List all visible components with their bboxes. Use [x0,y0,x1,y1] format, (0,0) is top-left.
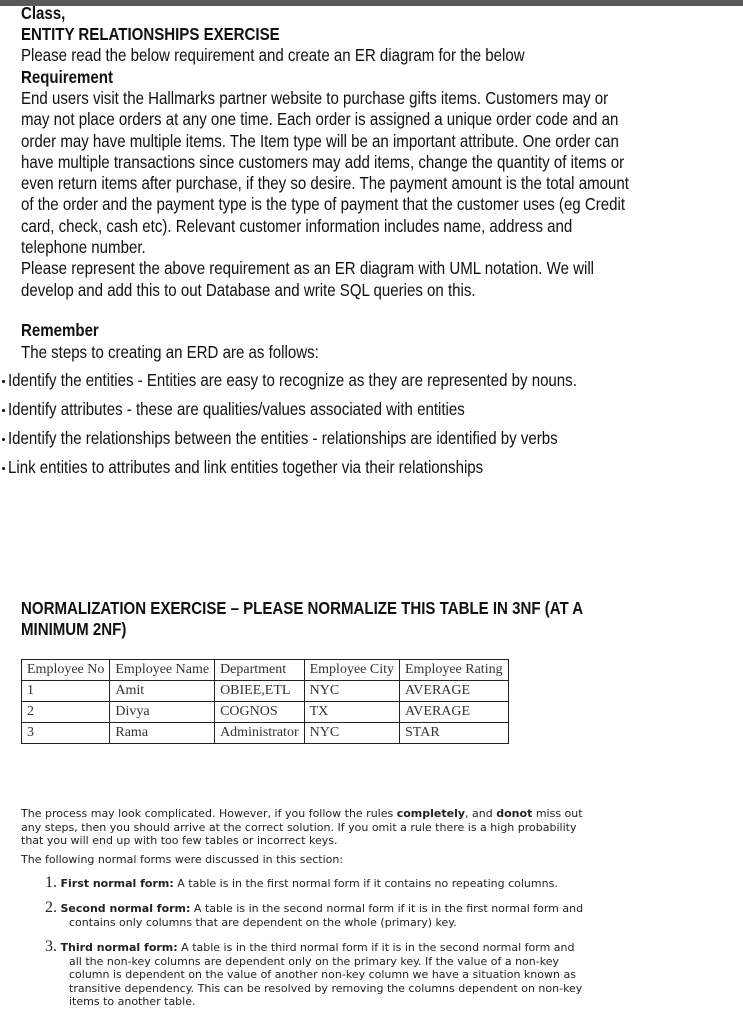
emphasis-text: completely [396,807,466,820]
header-cell: Employee City [304,660,399,681]
requirement-heading: Requirement [21,67,113,87]
form-description: all the non-key columns are dependent only on the primary key. If the value of a non-key [69,954,559,968]
table-cell: TX [304,702,399,723]
forms-intro: The following normal forms were discussed in this section: [21,853,344,866]
table-cell: NYC [304,723,399,744]
table-cell: Amit [110,681,215,702]
emphasis-text: donot [496,807,533,820]
table-cell: COGNOS [215,702,305,723]
step-text: Identify attributes - these are qualities/values associated with entities [8,399,465,419]
table-row [22,681,509,702]
table-cell: 3 [22,723,110,744]
class-label: Class, [21,3,66,23]
requirement-paragraph [21,88,728,301]
text-line: of the order and the payment type is the type of payment that the customer uses (eg Credit [21,194,626,215]
text-line: that you will end up with too few tables or incorrect keys. [21,834,338,847]
text-line: order may have multiple items. The Item type will be an important attribute. One order can [21,130,619,151]
text-line: card, check, cash etc). Relevant customer information includes name, address and [21,215,573,236]
table-cell: 1 [22,681,110,702]
table-row [22,702,509,723]
table-cell: AVERAGE [400,681,509,702]
form-description: contains only columns that are dependent on the whole (primary) key. [69,915,457,929]
er-intro-text: Please read the below requirement and create an ER diagram for the below [21,45,525,65]
normal-form-item [45,876,665,891]
step-item [2,457,702,479]
step-item [2,370,702,392]
step-text: Identify the entities - Entities are easy to recognize as they are represented by nouns. [8,370,577,390]
text-line: develop and add this to out Database and write SQL queries on this. [21,279,476,300]
window-top-bar [0,0,743,6]
table-cell: Rama [110,723,215,744]
title-line: NORMALIZATION EXERCISE – PLEASE NORMALIZE THIS TABLE IN 3NF (AT A [21,598,584,618]
normalization-title [21,598,675,641]
form-description: A table is in the second normal form if it is in the first normal form and [193,902,584,915]
form-name: First normal form: [60,877,174,890]
form-description: A table is in the first normal form if it contains no repeating columns. [177,877,558,890]
step-item [2,428,702,450]
list-number: 1. [45,874,57,891]
list-number: 3. [45,938,57,955]
text-line: any steps, then you should arrive at the correct solution. If you omit a rule there is a high probability [21,820,577,834]
form-name: Third normal form: [60,941,178,954]
form-description: column is dependent on the value of another non-key column we have a situation known as [69,968,576,981]
header-cell: Employee Name [110,660,215,681]
header-cell: Employee No [22,660,110,681]
form-name: Second normal form: [60,902,191,915]
step-item [2,399,702,421]
title-line: MINIMUM 2NF) [21,619,127,640]
form-description: items to another table. [69,995,196,1008]
text-line: have multiple transactions since customers may add items, change the quantity of items or [21,151,625,172]
remember-intro: The steps to creating an ERD are as follows: [21,342,319,362]
list-number: 2. [45,899,57,916]
text-line: may not place orders at any one time. Each order is assigned a unique order code and an [21,109,619,130]
header-cell: Department [215,660,305,681]
normal-form-item [45,940,665,1009]
table-cell: NYC [304,681,399,702]
text-line: even return items after purchase, if they so desire. The payment amount is the total amount [21,173,629,194]
table-cell: STAR [400,723,509,744]
form-description: transitive dependency. This can be resolved by removing the columns dependent on non-key [69,981,583,995]
remember-heading: Remember [21,320,99,340]
form-description: A table is in the third normal form if it is in the second normal form and [181,941,575,954]
text-line: telephone number. [21,237,146,258]
employee-table [21,659,509,744]
er-exercise-title: ENTITY RELATIONSHIPS EXERCISE [21,24,280,44]
text-line: Please represent the above requirement as an ER diagram with UML notation. We will [21,258,595,279]
normal-form-item [45,901,665,929]
step-text: Identify the relationships between the entities - relationships are identified by verbs [8,428,558,448]
text-line: End users visit the Hallmarks partner website to purchase gifts items. Customers may or [21,88,609,108]
process-paragraph [21,807,641,848]
table-cell: AVERAGE [400,702,509,723]
header-cell: Employee Rating [400,660,509,681]
table-cell: OBIEE,ETL [215,681,305,702]
process-text: miss out [535,807,583,820]
table-cell: Divya [110,702,215,723]
table-row [22,723,509,744]
step-text: Link entities to attributes and link entities together via their relationships [8,457,484,477]
text-line [21,807,641,821]
table-cell: Administrator [215,723,305,744]
process-text: The process may look complicated. However, if you follow the rules [21,807,394,820]
table-header-row [22,660,509,681]
table-cell: 2 [22,702,110,723]
process-text: , and [465,807,493,820]
